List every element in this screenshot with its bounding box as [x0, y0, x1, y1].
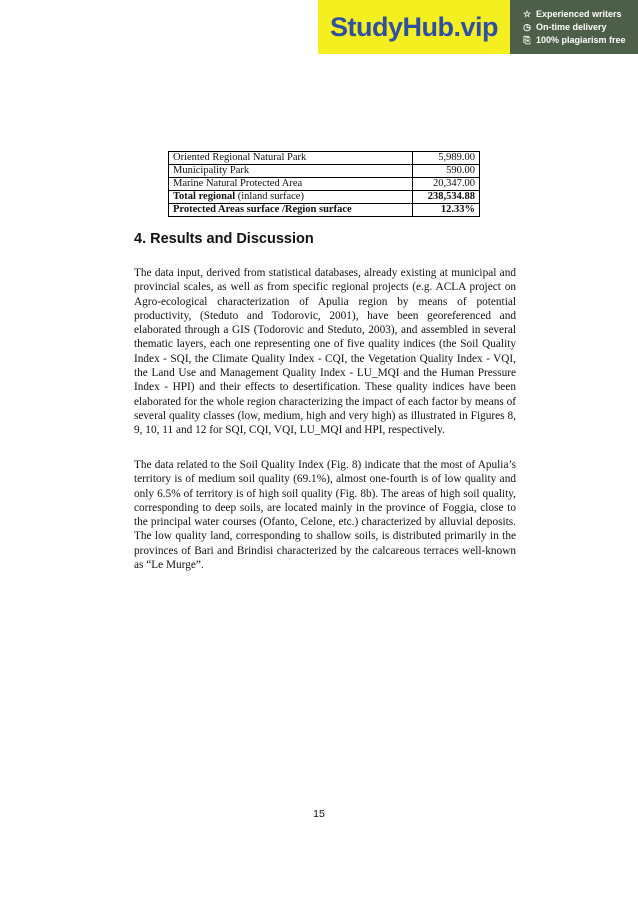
paragraph-data-input: The data input, derived from statistical databases, already existing at municipal and provincial scales, as well as from specific regional projects (e.g. ACLA project on Agro-ecological characterization of Apulia region by means of potential productivity, (Steduto and Todorovic, 2001), have been georeferenced and elaborated through a GIS (Todorovic and Steduto, 2003), and assembled in several thematic layers, each one representing one of five quality indices (the Soil Quality Index - SQI, the Climate Quality Index - CQI, the Vegetation Quality Index - VQI, the Land Use and Management Quality Index - LU_MQI and the Human Pressure Index - HPI) and their effects to desertification. These quality indices have been elaborated for the whole region characterizing the impact of each factor by means of several quality classes (low, medium, high and very high) as illustrated in Figures 8, 9, 10, 11 and 12 for SQI, CQI, VQI, LU_MQI and HPI, respectively.	[134, 267, 516, 437]
table-row	[169, 178, 480, 191]
section-heading: 4. Results and Discussion	[134, 231, 314, 247]
row-label: Municipality Park	[169, 165, 413, 178]
certificate-icon: ⎘	[523, 34, 531, 45]
total-label-bold: Total regional	[173, 191, 236, 202]
row-label: Oriented Regional Natural Park	[169, 152, 413, 165]
total-value: 238,534.88	[413, 191, 480, 204]
row-value: 590.00	[413, 165, 480, 178]
paragraph-soil-quality: The data related to the Soil Quality Index (Fig. 8) indicate that the most of Apulia’s territory is of medium soil quality (69.1%), almost one-fourth is of low quality and only 6.5% of territory is of high soil quality (Fig. 8b). The areas of high soil quality, corresponding to deep soils, are located mainly in the province of Foggia, close to the principal water courses (Ofanto, Celone, etc.) characterized by alluvial deposits. The low quality land, corresponding to shallow soils, is distributed primarily in the provinces of Bari and Brindisi characterized by the calcareous terraces well-known as “Le Murge”.	[134, 459, 516, 572]
row-value: 20,347.00	[413, 178, 480, 191]
feature-label: On-time delivery	[536, 21, 607, 32]
banner-features	[510, 8, 638, 47]
clock-icon: ◷	[523, 21, 531, 32]
feature-label: 100% plagiarism free	[536, 34, 626, 45]
feature-label: Experienced writers	[536, 8, 622, 19]
row-label: Marine Natural Protected Area	[169, 178, 413, 191]
table-row	[169, 165, 480, 178]
total-row	[169, 191, 480, 204]
feature-experienced-writers	[522, 8, 638, 21]
ratio-row	[169, 204, 480, 217]
feature-plagiarism-free	[522, 34, 638, 47]
table-row	[169, 152, 480, 165]
protected-areas-table	[168, 151, 480, 217]
total-label-rest: (inland surface)	[235, 191, 304, 202]
ratio-label: Protected Areas surface /Region surface	[169, 204, 413, 217]
feature-on-time-delivery	[522, 21, 638, 34]
row-value: 5,989.00	[413, 152, 480, 165]
ratio-value: 12.33%	[413, 204, 480, 217]
page-number: 15	[313, 808, 325, 820]
star-icon: ☆	[522, 8, 532, 19]
studyhub-logo[interactable]: StudyHub.vip	[318, 0, 510, 54]
total-label	[169, 191, 413, 204]
studyhub-banner[interactable]	[318, 0, 638, 54]
